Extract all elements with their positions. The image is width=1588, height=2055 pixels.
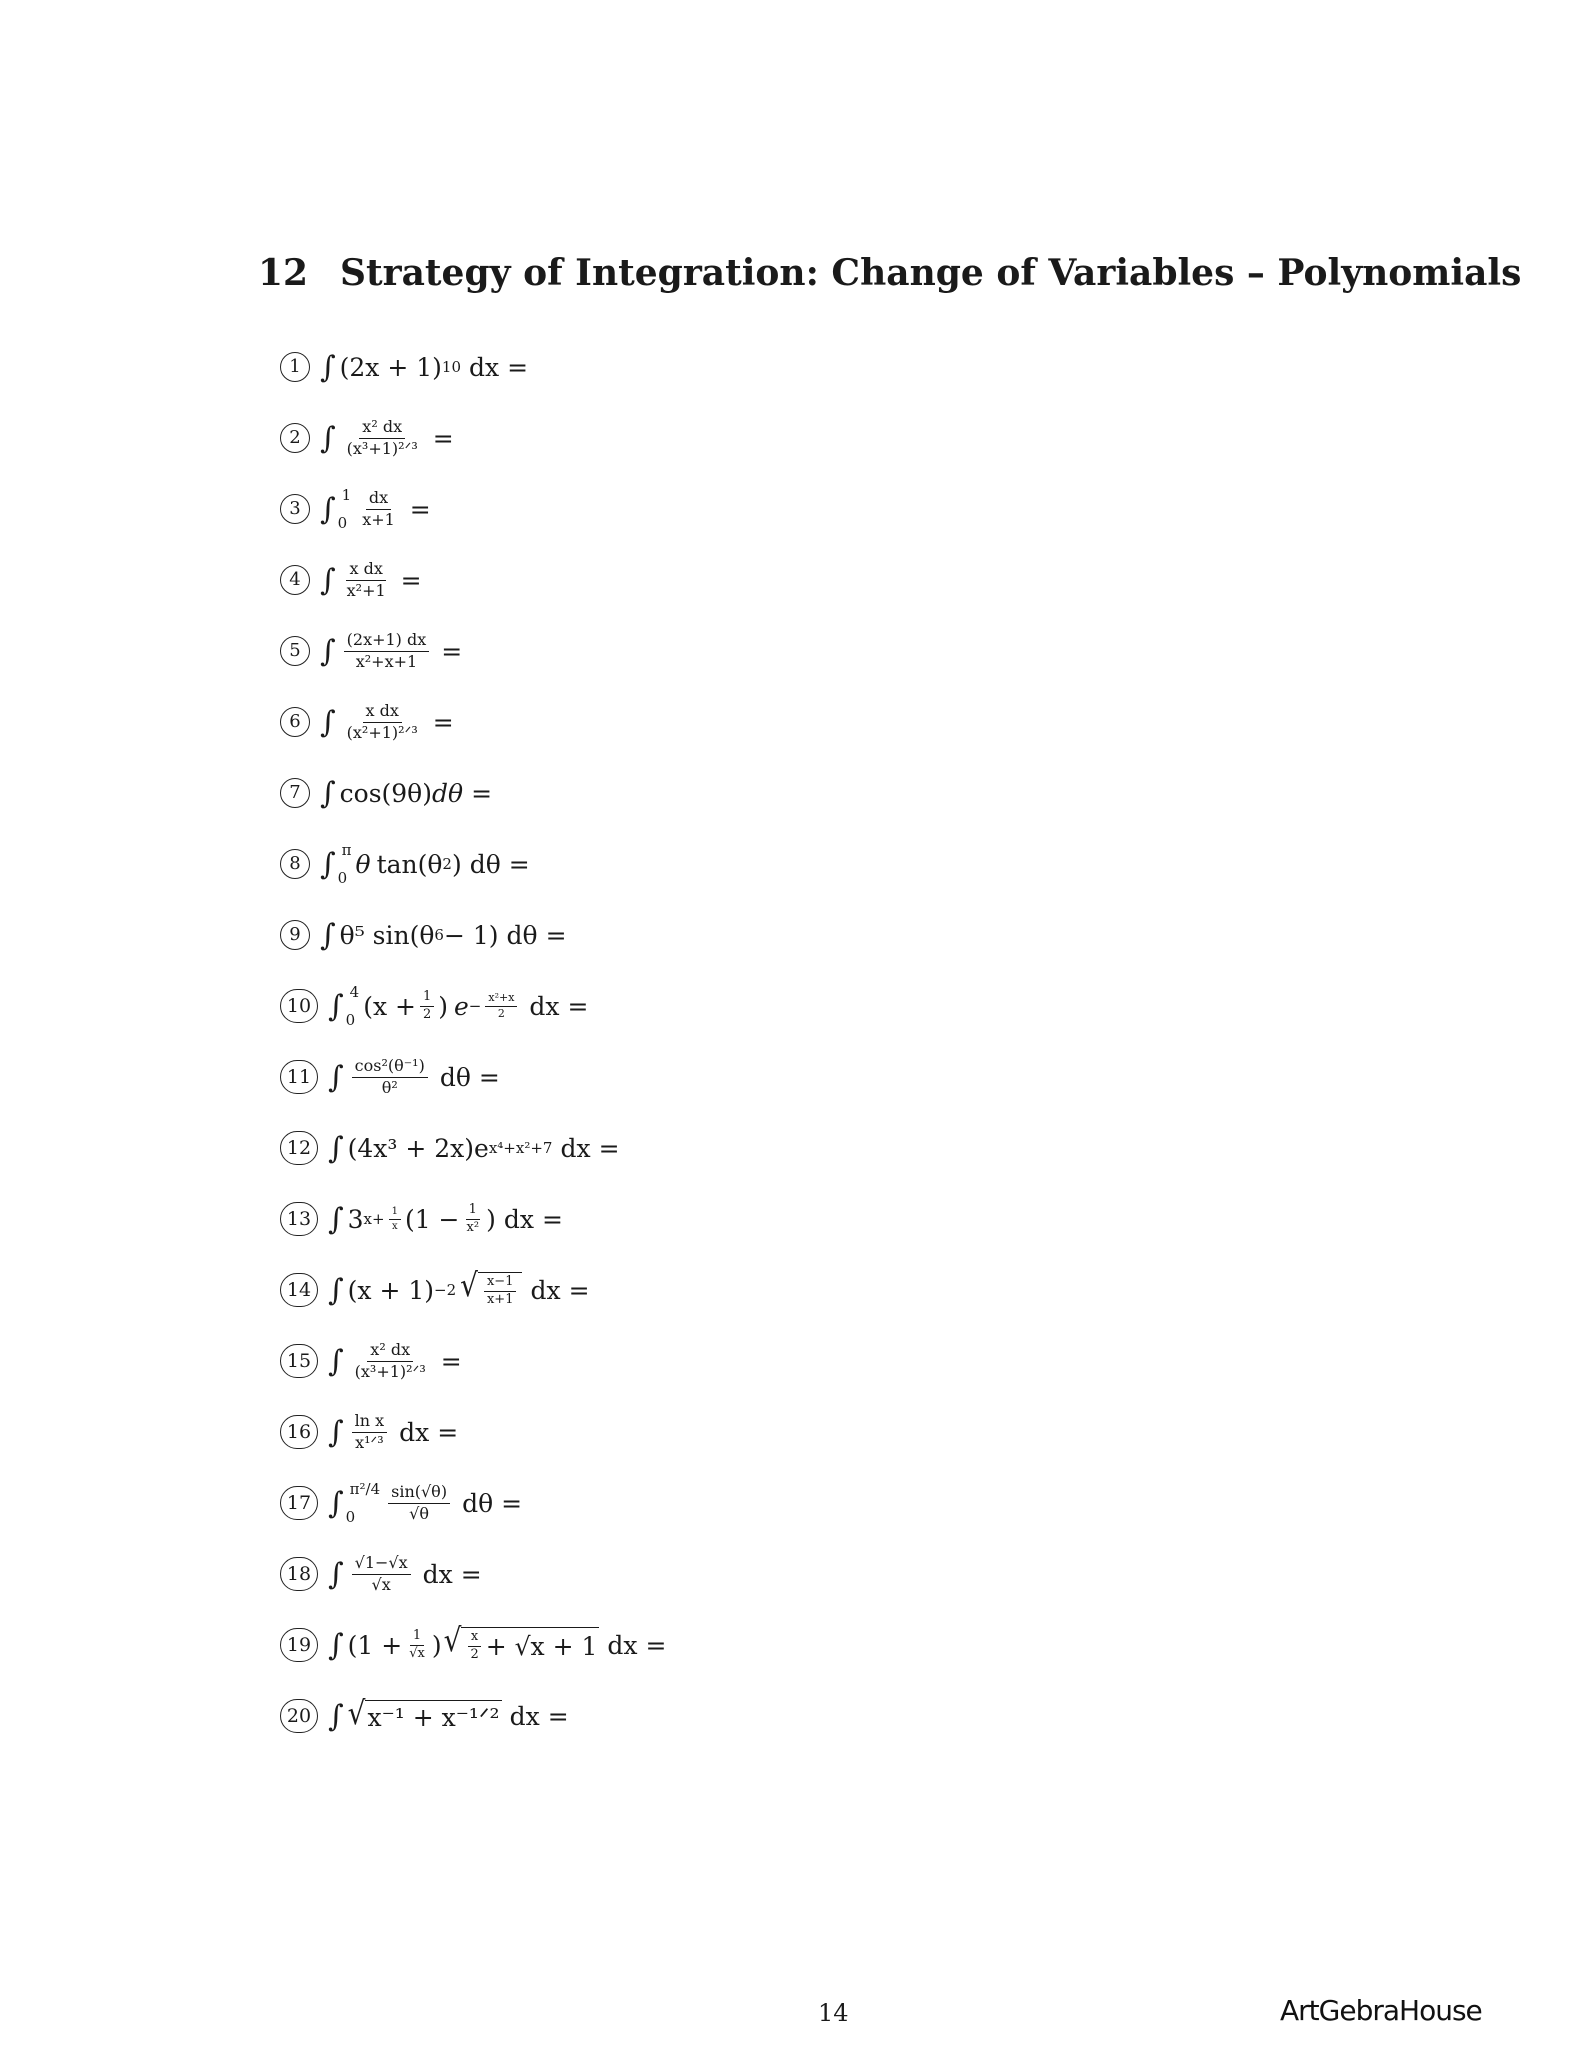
numerator: √1−√x — [352, 1554, 411, 1574]
equals-sign: = — [547, 1701, 569, 1731]
lower-limit: 0 — [337, 869, 348, 887]
section-heading — [258, 252, 1521, 294]
math-variable: θ — [448, 778, 464, 808]
problem-expression — [328, 1694, 569, 1734]
problem-number: 11 — [280, 1060, 318, 1094]
denominator: 2 — [422, 1006, 432, 1022]
numerator: cos²(θ⁻¹) — [352, 1057, 428, 1077]
math-term: (x + — [363, 991, 416, 1021]
problem-expression: ∫ π 0 θ tan(θ 2 ) dθ = — [320, 840, 530, 887]
problem-number: 8 — [280, 849, 310, 879]
upper-limit: 4 — [349, 982, 360, 1001]
math-variable: θ — [355, 849, 371, 879]
equals-sign: = — [471, 778, 493, 808]
integral-sign: ∫ — [328, 1130, 344, 1166]
problem-number: 19 — [280, 1628, 318, 1662]
problem-item — [280, 768, 492, 818]
denominator: (x³+1)²ᐟ³ — [346, 438, 418, 458]
denominator: √x — [409, 1645, 425, 1661]
problem-item — [280, 626, 462, 676]
fraction — [467, 1630, 481, 1663]
numerator: dx — [366, 489, 391, 509]
denominator: (x³+1)²ᐟ³ — [354, 1361, 426, 1381]
exponent: x+ $\frac{1}{x}$ — [364, 1206, 405, 1232]
problem-expression — [328, 1202, 563, 1237]
integral-sign: ∫ — [320, 846, 336, 882]
problem-number: 4 — [280, 565, 310, 595]
problem-number: 10 — [280, 989, 318, 1023]
denominator: x² — [466, 1219, 480, 1235]
differential: dθ — [462, 1488, 494, 1518]
differential: dθ — [506, 920, 538, 950]
problem-expression — [328, 1479, 523, 1526]
problem-expression — [320, 485, 431, 532]
denominator: 2 — [470, 1647, 479, 1662]
problem-number: 17 — [280, 1486, 318, 1520]
denominator: x+1 — [486, 1292, 514, 1307]
problem-expression: ∫ (2x + 1) 10 dx = — [320, 349, 529, 385]
math-term: (1 − — [404, 1204, 460, 1234]
math-term: ) — [451, 849, 462, 879]
problem-item — [280, 1478, 522, 1528]
numerator: 1 — [466, 1203, 480, 1220]
upper-limit: 1 — [341, 485, 352, 504]
math-term: tan(θ — [376, 849, 443, 879]
equals-sign: = — [441, 636, 463, 666]
fraction — [352, 1057, 428, 1097]
problem-item — [280, 1194, 563, 1244]
integral-sign: ∫ — [320, 775, 336, 811]
differential: dx — [509, 1701, 540, 1731]
fraction — [344, 631, 430, 671]
fraction — [420, 990, 434, 1023]
denominator: √x — [371, 1574, 391, 1594]
radicand — [478, 1272, 523, 1308]
fraction — [344, 560, 389, 600]
differential: dx — [607, 1630, 638, 1660]
denominator: x¹ᐟ³ — [355, 1432, 384, 1452]
lower-limit: 0 — [337, 514, 348, 532]
problem-item — [280, 1123, 620, 1173]
integral-sign: ∫ — [328, 1272, 344, 1308]
integral-sign: ∫ — [320, 704, 336, 740]
problem-item — [280, 1620, 666, 1670]
math-term: − 1) — [443, 920, 499, 950]
integral-sign: ∫ — [320, 633, 336, 669]
numerator: x²+x — [485, 992, 517, 1007]
problem-expression: ∫ (4x³ + 2x)e x⁴+x²+7 dx = — [328, 1130, 620, 1166]
problem-number: 3 — [280, 494, 310, 524]
equals-sign: = — [432, 707, 454, 737]
radical-sign: √ — [443, 1620, 462, 1659]
integral-sign: ∫ — [328, 1485, 344, 1521]
math-term: + √x + 1 — [485, 1632, 598, 1661]
integral-sign: ∫ — [320, 917, 336, 953]
problem-item — [280, 697, 454, 747]
problem-expression — [320, 560, 422, 600]
integral-sign: ∫ — [328, 1556, 344, 1592]
equals-sign: = — [545, 920, 567, 950]
problem-number: 9 — [280, 920, 310, 950]
problem-number: 15 — [280, 1344, 318, 1378]
problem-item — [280, 1549, 482, 1599]
numerator: x−1 — [484, 1275, 517, 1292]
math-term: θ⁵ sin(θ — [339, 920, 435, 950]
equals-sign: = — [478, 1062, 500, 1092]
numerator: x dx — [346, 560, 385, 580]
fraction — [464, 1203, 483, 1236]
numerator: x dx — [363, 702, 402, 722]
differential: dθ — [439, 1062, 471, 1092]
equals-sign: = — [501, 1488, 523, 1518]
numerator: (2x+1) dx — [344, 631, 430, 651]
radicand: x⁻¹ + x⁻¹ᐟ² — [365, 1700, 501, 1732]
integral-limits — [345, 1479, 381, 1526]
denominator: 2 — [497, 1006, 505, 1020]
integral-sign: ∫ — [328, 1698, 344, 1734]
problem-expression: ∫ θ⁵ sin(θ 6 − 1) dθ = — [320, 917, 567, 953]
integral-sign: ∫ — [328, 988, 344, 1024]
square-root — [347, 1694, 502, 1733]
fraction — [344, 418, 421, 458]
problem-expression — [328, 1554, 482, 1594]
problem-expression — [328, 1620, 667, 1663]
radicand — [461, 1627, 599, 1663]
upper-limit: π²/4 — [349, 1479, 381, 1498]
brand-logo: ArtGebraHouse — [1280, 1994, 1482, 2027]
denominator: √θ — [409, 1503, 429, 1523]
integral-sign: ∫ — [328, 1059, 344, 1095]
problem-number: 16 — [280, 1415, 318, 1449]
differential: dθ — [469, 849, 501, 879]
denominator: (x²+1)²ᐟ³ — [346, 722, 418, 742]
lower-limit: 0 — [345, 1011, 356, 1029]
problem-item — [280, 1407, 458, 1457]
problem-item — [280, 484, 431, 534]
problem-number: 18 — [280, 1557, 318, 1591]
page-number: 14 — [818, 1999, 849, 2027]
integral-sign: ∫ — [328, 1627, 344, 1663]
equals-sign: = — [400, 565, 422, 595]
numerator: ln x — [352, 1412, 388, 1432]
section-number: 12 — [258, 252, 309, 294]
problem-item — [280, 1265, 590, 1315]
differential: dx — [469, 352, 500, 382]
problem-item — [280, 413, 454, 463]
problem-item — [280, 1336, 462, 1386]
upper-limit: π — [341, 840, 352, 859]
problem-expression — [320, 776, 492, 811]
problem-number: 12 — [280, 1131, 318, 1165]
lower-limit: 0 — [345, 1508, 356, 1526]
denominator: x²+1 — [346, 580, 386, 600]
problem-expression — [328, 1412, 458, 1452]
equals-sign: = — [508, 849, 530, 879]
math-term: (1 + — [347, 1630, 403, 1660]
problem-expression — [328, 1057, 500, 1097]
numerator: sin(√θ) — [388, 1483, 450, 1503]
integral-sign: ∫ — [328, 1201, 344, 1237]
problem-number: 7 — [280, 778, 310, 808]
equals-sign: = — [432, 423, 454, 453]
fraction — [352, 1341, 429, 1381]
differential: dx — [422, 1559, 453, 1589]
radical-sign: √ — [460, 1265, 478, 1304]
fraction — [352, 1412, 388, 1452]
math-term: ) — [431, 1630, 442, 1660]
integral-limits — [337, 840, 352, 887]
fraction — [485, 992, 517, 1020]
exponent: − $\frac{\text{x²+x}}{2}$ — [469, 992, 522, 1020]
math-variable: e — [453, 991, 469, 1021]
numerator: x² dx — [367, 1341, 413, 1361]
equals-sign: = — [440, 1346, 462, 1376]
problem-expression — [320, 418, 454, 458]
equals-sign: = — [645, 1630, 667, 1660]
math-term: 3 — [347, 1204, 364, 1234]
fraction — [389, 1206, 401, 1232]
equals-sign: = — [568, 1275, 590, 1305]
square-root — [460, 1265, 522, 1308]
equals-sign: = — [507, 352, 529, 382]
differential: dx — [399, 1417, 430, 1447]
equals-sign: = — [409, 494, 431, 524]
integral-sign: ∫ — [328, 1343, 344, 1379]
denominator: x — [391, 1220, 398, 1232]
equals-sign: = — [598, 1133, 620, 1163]
differential: dx — [503, 1204, 534, 1234]
problem-number: 13 — [280, 1202, 318, 1236]
square-root — [443, 1620, 600, 1663]
math-term: (4x³ + 2x)e — [347, 1133, 489, 1163]
problem-expression — [328, 1341, 462, 1381]
problem-item — [280, 839, 530, 889]
problem-number: 2 — [280, 423, 310, 453]
problem-item — [280, 981, 588, 1031]
math-term: cos(9θ) — [339, 778, 432, 808]
section-title: Strategy of Integration: Change of Variables – Polynomials — [340, 252, 1522, 294]
denominator: θ² — [381, 1077, 398, 1097]
problem-item — [280, 910, 567, 960]
fraction — [388, 1483, 450, 1523]
math-term: (2x + 1) — [339, 352, 442, 382]
denominator: x+1 — [362, 509, 395, 529]
problem-number: 14 — [280, 1273, 318, 1307]
integral-sign: ∫ — [320, 562, 336, 598]
denominator: x²+x+1 — [355, 651, 418, 671]
differential: dx — [530, 1275, 561, 1305]
equals-sign: = — [437, 1417, 459, 1447]
problem-number: 5 — [280, 636, 310, 666]
problem-expression — [328, 982, 589, 1029]
math-term: ) — [486, 1204, 496, 1234]
differential: d — [432, 778, 449, 808]
fraction — [359, 489, 398, 529]
numerator: 1 — [410, 1629, 424, 1646]
integral-limits — [337, 485, 352, 532]
problem-item — [280, 555, 422, 605]
fraction — [352, 1554, 411, 1594]
problem-item — [280, 1052, 500, 1102]
fraction — [484, 1275, 517, 1308]
problem-expression: ∫ (x + 1) −2 √ $\frac{x-1}{x+1}$ dx = — [328, 1272, 590, 1308]
radical-sign: √ — [347, 1694, 366, 1733]
numerator: 1 — [420, 990, 434, 1007]
differential: dx — [529, 991, 560, 1021]
equals-sign: = — [460, 1559, 482, 1589]
problem-number: 6 — [280, 707, 310, 737]
integral-sign: ∫ — [320, 420, 336, 456]
problem-expression — [320, 631, 462, 671]
equals-sign: = — [567, 991, 589, 1021]
numerator: 1 — [389, 1206, 401, 1220]
integral-sign: ∫ — [320, 491, 336, 527]
math-term: (x + 1) — [347, 1275, 434, 1305]
integral-limits — [345, 982, 360, 1029]
fraction — [406, 1629, 428, 1662]
problem-item — [280, 342, 528, 392]
problem-number: 1 — [280, 352, 310, 382]
equals-sign: = — [541, 1204, 563, 1234]
numerator: x² dx — [359, 418, 405, 438]
problem-number: 20 — [280, 1699, 318, 1733]
problem-item — [280, 1691, 569, 1741]
integral-sign: ∫ — [320, 349, 336, 385]
math-term: ) — [438, 991, 448, 1021]
problem-expression — [320, 702, 454, 742]
fraction — [344, 702, 421, 742]
integral-sign: ∫ — [328, 1414, 344, 1450]
numerator: x — [468, 1630, 481, 1647]
differential: dx — [560, 1133, 591, 1163]
